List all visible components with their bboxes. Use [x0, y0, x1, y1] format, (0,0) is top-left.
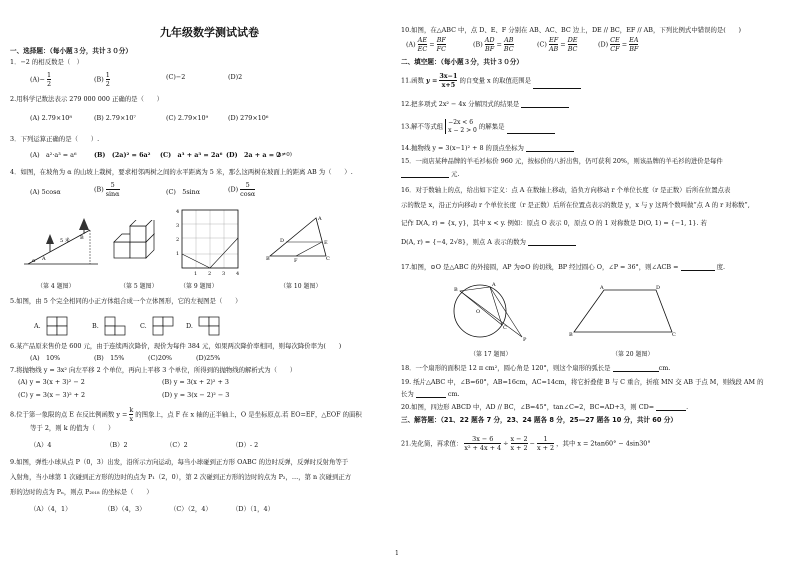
- fig9-caption: （第 9 题图）: [180, 283, 218, 290]
- q16-stem: 16．对于数轴上的点，给出如下定义：点 A 在数轴上移动，沿负方向移动 r 个单位长度（r 是正数）后所在位置点表: [401, 186, 731, 194]
- q7-opt-d: (D) y = 3(x − 2)² − 3: [162, 391, 230, 399]
- q1-opt-d: (D)2: [228, 73, 243, 81]
- figure-triangle: [264, 214, 336, 272]
- q16-stem-line4: D(A, r) = {−4, 2√8}，则点 A 表示的数为: [401, 238, 576, 246]
- q15-stem-line2: 元.: [401, 170, 459, 178]
- q1-opt-c: (C)−2: [166, 73, 186, 81]
- svg-text:1: 1: [194, 271, 198, 277]
- q5-stem: 5.如图，由 5 个完全相同的小正方体组合成一个立体图形，它的左视图是（ ）: [10, 297, 242, 305]
- slope-label-alpha: α: [32, 258, 36, 264]
- svg-text:C: C: [326, 256, 330, 262]
- page-title: 九年级数学测试试卷: [160, 26, 259, 39]
- q6-stem: 6.某产品原来售价是 600 元，由于连续两次降价，现价为每件 384 元，如果两次降价率相同，则每次降价率为( ): [10, 342, 342, 350]
- q3-opt-b: (B) (2a)² = 6a²: [94, 151, 151, 159]
- q11-answer-blank[interactable]: [533, 82, 581, 89]
- svg-text:D: D: [656, 285, 661, 291]
- q5-opt-c-figure: [152, 316, 180, 336]
- figure-cubes: [110, 220, 168, 272]
- q5-opt-c-label: C.: [140, 322, 147, 330]
- fig17-caption: （第 17 题图）: [470, 351, 512, 358]
- slope-label-dist: 5 米: [60, 238, 70, 244]
- q10-opt-d: (D) $\frac{CE}{CF}$ = $\frac{EA}{BF}$: [598, 36, 639, 53]
- svg-text:B: B: [266, 256, 270, 262]
- q4-stem: 4．如图，在坡角为 α 的山坡上栽树，要求相邻两树之间的水平距离为 5 米，那么这两树在坡面上的距离 AB 为（ ）.: [10, 168, 353, 176]
- q16-stem-line3: 记作 D(A, r) = {x, y}，其中 x < y. 例如：原点 O 表示 0，原点 O 的 1 对称数是 D(O, 1) = {−1, 1}. 若: [401, 219, 707, 227]
- q4-opt-d: (D) $\frac{5}{\cos\alpha}$: [228, 181, 256, 198]
- q1-stem: 1．−2 的相反数是（ ）: [10, 58, 84, 66]
- slope-label-b: B: [80, 235, 84, 241]
- q9-opt-b: （B）（4，3）: [104, 505, 146, 513]
- figure-trapezoid: [568, 284, 678, 338]
- slope-label-a: A: [42, 256, 46, 262]
- q7-opt-b: (B) y = 3(x + 2)² + 3: [162, 378, 229, 386]
- q9-opt-a: （A）（4，1）: [30, 505, 72, 513]
- q8-opt-c: （C）2: [166, 441, 188, 449]
- fig4-caption: （第 4 题图）: [37, 283, 75, 290]
- svg-text:1: 1: [176, 251, 180, 257]
- q6-opt-c: (C)20%: [148, 354, 173, 362]
- q7-opt-a: (A) y = 3(x + 3)² − 2: [18, 378, 85, 386]
- fig10-caption: （第 10 题图）: [280, 283, 322, 290]
- fig20-caption: （第 20 题图）: [612, 351, 654, 358]
- svg-text:D: D: [280, 238, 285, 244]
- q10-opt-b: (B) $\frac{AD}{BF}$ = $\frac{AB}{BC}$: [473, 36, 514, 53]
- q14-stem: 14.抛物线 y = 3(x−1)² + 8 的顶点坐标为: [401, 144, 574, 152]
- svg-text:A: A: [492, 282, 496, 288]
- q8-opt-d: （D）- 2: [232, 441, 259, 449]
- q17-stem: 17.如图，⊙O 是△ABC 的外接圆，AP 为⊙O 的切线，BP 经过圆心 O，∠P = 36°，则∠ACB = 度.: [401, 263, 725, 271]
- svg-text:E: E: [324, 240, 328, 246]
- q16-stem-line2: 示的数是 x，沿正方向移动 r 个单位长度（r 是正数）后所在位置点表示的数是 y，x 与 y 这两个数叫做“点 A 的 r 对称数”,: [401, 201, 750, 209]
- q19-answer-blank[interactable]: [416, 391, 446, 398]
- page-number: 1: [395, 550, 399, 557]
- q2-opt-c: (C) 2.79×10⁹: [166, 114, 209, 122]
- fig5-caption: （第 5 题图）: [120, 283, 158, 290]
- q3-opt-c: (C) a³ + a³ = 2a⁶: [160, 151, 223, 159]
- q2-opt-a: (A) 2.79×10⁸: [30, 114, 72, 122]
- q2-opt-d: (D) 279×10⁶: [228, 114, 269, 122]
- svg-text:3: 3: [222, 271, 226, 277]
- q14-answer-blank[interactable]: [526, 145, 574, 152]
- q4-opt-b: (B) $\frac{5}{\sin\alpha}$: [94, 181, 120, 198]
- section-choice: 一、选择题：（每小题３分，共计３０分）: [10, 47, 132, 55]
- q4-opt-a: (A) 5cosα: [30, 188, 61, 196]
- figure-slope: [20, 212, 100, 272]
- q3-stem: 3．下列运算正确的是（ ）.: [10, 135, 100, 143]
- svg-text:C: C: [503, 325, 507, 331]
- svg-text:A: A: [318, 216, 322, 222]
- q1-opt-b: (B) $\frac{1}{2}$: [94, 71, 110, 88]
- q4-opt-c: (C) 5sinα: [166, 188, 201, 196]
- q20-answer-blank[interactable]: [656, 404, 686, 411]
- svg-text:O: O: [476, 309, 481, 315]
- q9-opt-d: （D）（1，4）: [232, 505, 275, 513]
- q19-stem: 19. 纸片△ABC 中，∠B=60°，AB=16cm，AC=14cm，将它折叠使 B 与 C 重合，折痕 MN 交 AB 于点 M，则线段 AM 的: [401, 378, 764, 386]
- q8-stem: 8.位于第一象限的点 E 在反比例函数 y = $\frac{k}{x}$ 的图象上，点 F 在 x 轴的正半轴上，O 是坐标原点.若 EO=EF，△EOF 的面积: [10, 406, 362, 423]
- q3-opt-a: (A) a²·a³ = a⁶: [30, 151, 77, 159]
- q5-opt-b-label: B.: [92, 322, 99, 330]
- svg-text:C: C: [672, 332, 676, 338]
- svg-text:2: 2: [176, 237, 180, 243]
- q3-opt-d-note: (a≠0): [276, 152, 292, 158]
- q10-opt-c: (C) $\frac{EF}{AB}$ = $\frac{DE}{BC}$: [537, 36, 578, 53]
- section-solve: 三、解答题：（21、22 题各 7 分，23、24 题各 8 分，25—27 题各 10 分，共计 60 分）: [401, 416, 677, 424]
- q20-stem: 20.如图，四边形 ABCD 中，AD // BC，∠B=45°，tan∠C=2，BC=AD+3，则 CD= .: [401, 403, 689, 411]
- q10-opt-a: (A) $\frac{AE}{EC}$ = $\frac{BF}{FC}$: [406, 36, 446, 53]
- q9-stem-line3: 形的边时的点为 Pₙ，则点 P₂₀₁₈ 的坐标是（ ）: [10, 488, 153, 496]
- svg-text:B: B: [454, 287, 458, 293]
- q6-opt-d: (D)25%: [196, 354, 221, 362]
- svg-text:F: F: [294, 258, 298, 264]
- svg-text:3: 3: [176, 223, 180, 229]
- svg-text:A: A: [600, 285, 604, 291]
- q7-stem: 7.将抛物线 y = 3x² 向左平移 2 个单位，再向上平移 3 个单位，所得到的抛物线的解析式为（ ）: [10, 366, 297, 374]
- svg-text:P: P: [523, 337, 527, 343]
- q8-stem-line2: 等于 2，则 k 的值为（ ）: [30, 424, 115, 432]
- q5-opt-d-label: D.: [186, 322, 193, 330]
- q10-stem: 10.如图，在△ABC 中，点 D、E、F 分别在 AB、AC、BC 边上，DE // BC，EF // AB，下列比例式中错误的是( ): [401, 26, 742, 34]
- q13-stem: 13.解不等式组 −2x < 6 x − 2 > 0 的解集是: [401, 119, 555, 134]
- svg-text:B: B: [569, 332, 573, 338]
- section-fill: 二、填空题：（每小题３分，共计３０分）: [401, 58, 523, 66]
- q5-opt-a-label: A.: [34, 322, 41, 330]
- q9-stem: 9.如图，弹性小球从点 P（0，3）出发，沿所示方向运动，每当小球碰到正方形 OABC 的边时反弹，反弹时反射角等于: [10, 458, 349, 466]
- q8-opt-b: （B）2: [106, 441, 128, 449]
- q12-answer-blank[interactable]: [521, 101, 569, 108]
- svg-text:4: 4: [236, 271, 240, 277]
- q6-opt-a: (A) 10%: [30, 354, 61, 362]
- q2-opt-b: (B) 2.79×10⁷: [94, 114, 136, 122]
- figure-bounce: [172, 204, 250, 280]
- q18-answer-blank[interactable]: [613, 365, 659, 372]
- q13-answer-blank[interactable]: [507, 127, 555, 134]
- svg-text:4: 4: [176, 209, 180, 215]
- q11-stem: 11.函数 y = $\frac{3x-1}{x+5}$ 的自变量 x 的取值范围是: [401, 72, 581, 89]
- q5-opt-a-figure: [46, 316, 74, 336]
- q5-opt-d-figure: [198, 316, 226, 336]
- q5-opt-b-figure: [104, 316, 132, 336]
- q16-answer-blank[interactable]: [528, 239, 576, 246]
- q17-answer-blank[interactable]: [681, 264, 715, 271]
- q6-opt-b: (B) 15%: [94, 354, 125, 362]
- q8-opt-a: （A）4: [30, 441, 52, 449]
- q21-stem: 21.先化简，再求值： $\frac{3x - 6}{\text{x² + 4x + 4}}$ ÷ $\frac{x - 2}{x + 2}$ − $\frac{1}{x + 2}$ ，其中 x = 2tan60° − 4sin30°: [401, 435, 651, 452]
- q9-stem-line2: 入射角，当小球第 1 次碰到正方形的边时的点为 P₁（2，0），第 2 次碰到正方形的边时的点为 P₂，…，第 n 次碰到正方: [10, 473, 352, 481]
- figure-circle: [450, 277, 528, 347]
- q3-opt-d: (D) 2a + a = 2: [226, 151, 281, 159]
- q19-stem-line2: 长为 cm.: [401, 390, 460, 398]
- q18-stem: 18．一个扇形的面积是 12 π cm²，圆心角是 120°，则这个扇形的弧长是 cm.: [401, 364, 671, 372]
- q1-opt-a: (A)− $\frac{1}{2}$: [30, 71, 52, 88]
- q15-stem: 15．一商店某种品牌的羊毛衫标价 960 元，按标价的八折出售，仍可获利 20%，则该品牌的羊毛衫的进价是每件: [401, 157, 723, 165]
- q7-opt-c: (C) y = 3(x − 3)² + 2: [18, 391, 86, 399]
- q2-stem: 2.用科学记数法表示 279 000 000 正确的是（ ）: [10, 95, 164, 103]
- q9-opt-c: （C）（2，4）: [170, 505, 212, 513]
- q12-stem: 12.把多项式 2x² − 4x 分解因式的结果是: [401, 100, 569, 108]
- q15-answer-blank[interactable]: [401, 171, 449, 178]
- svg-text:2: 2: [208, 271, 212, 277]
